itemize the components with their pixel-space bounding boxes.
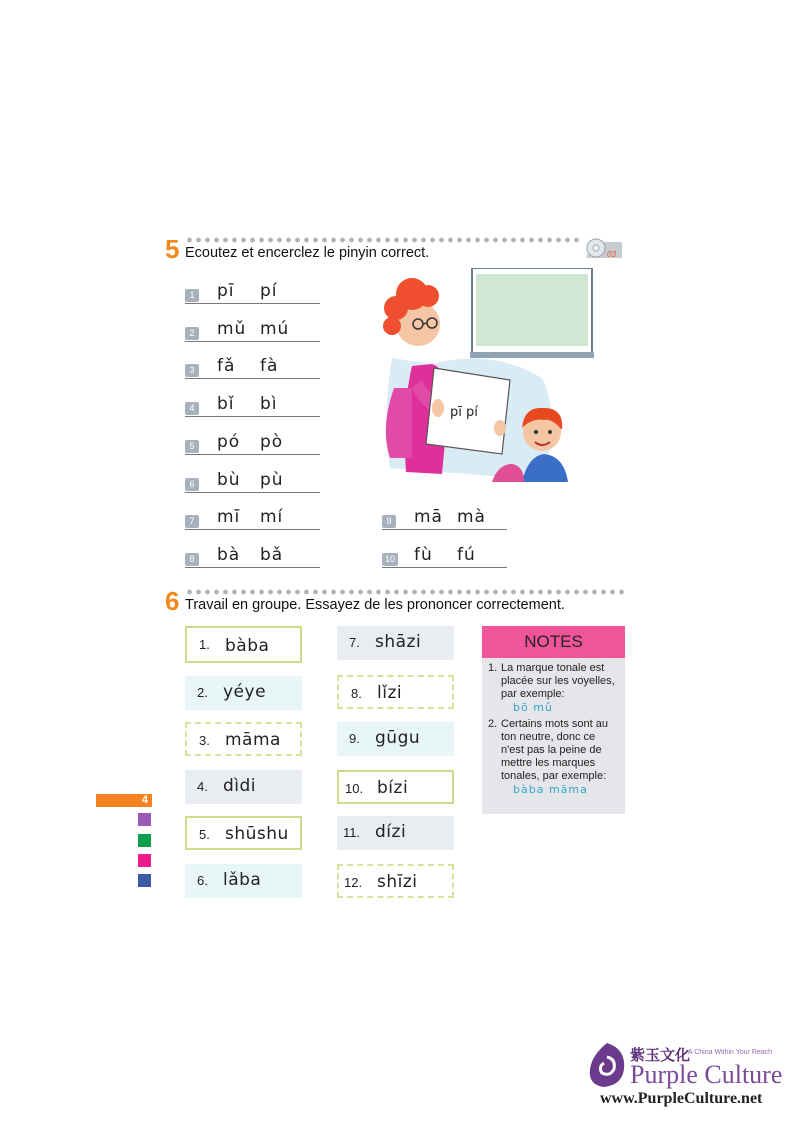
pinyin-word-box — [337, 770, 454, 804]
pinyin-choice-a[interactable]: mǔ — [217, 319, 247, 339]
pinyin-choice-a[interactable]: bù — [217, 470, 241, 490]
pinyin-word-box — [185, 816, 302, 850]
listen-item — [185, 315, 320, 342]
pinyin-choice-a[interactable]: fǎ — [217, 356, 236, 376]
pinyin-choice-b[interactable]: mú — [260, 319, 290, 339]
word-number: 1. — [199, 637, 210, 652]
pinyin-choice-b[interactable]: mà — [457, 507, 486, 527]
pinyin-word: shāzi — [375, 632, 422, 652]
page-number-tab — [96, 794, 152, 807]
note-text: Certains mots sont au ton neutre, donc ce n'est pas la peine de mettre les marques tonales, par exemple: — [501, 718, 608, 782]
pinyin-choice-a[interactable]: fù — [414, 545, 433, 565]
pinyin-word: dízi — [375, 822, 407, 842]
purple-culture-logo-icon — [586, 1041, 628, 1093]
teacher-illustration — [372, 268, 594, 482]
section5-number: 5 — [165, 234, 180, 264]
pinyin-choice-b[interactable]: pù — [260, 470, 284, 490]
word-number: 4. — [197, 779, 208, 794]
watermark-chinese: 紫玉文化 — [630, 1046, 691, 1064]
item-number: 6 — [185, 478, 199, 491]
note-number: 1. — [488, 662, 498, 674]
pinyin-choice-b[interactable]: bǎ — [260, 545, 284, 565]
pinyin-word: gūgu — [375, 728, 421, 748]
notes-body — [488, 662, 620, 800]
note-item — [488, 718, 620, 796]
item-number: 1 — [185, 289, 199, 302]
listen-item — [382, 541, 507, 568]
item-number: 5 — [185, 440, 199, 453]
pinyin-word: lǎba — [223, 870, 262, 890]
item-number: 2 — [185, 327, 199, 340]
pinyin-choice-b[interactable]: mí — [260, 507, 284, 527]
listen-item — [185, 428, 320, 455]
pinyin-choice-a[interactable]: mī — [217, 507, 241, 527]
pinyin-word-box — [337, 675, 454, 709]
word-number: 12. — [344, 875, 363, 890]
watermark-tagline: A China Within Your Reach — [688, 1049, 773, 1056]
listen-item — [185, 352, 320, 379]
pinyin-word-box — [185, 626, 302, 663]
pinyin-choice-a[interactable]: bà — [217, 545, 241, 565]
word-number: 5. — [199, 827, 210, 842]
note-example: bō mǔ — [513, 701, 553, 714]
word-number: 7. — [349, 635, 360, 650]
side-color-square — [138, 874, 151, 887]
track-number: 03 — [607, 250, 616, 259]
flashcard-text: pī pí — [450, 405, 478, 420]
item-number: 3 — [185, 364, 199, 377]
listen-item — [185, 390, 320, 417]
pinyin-word-box — [337, 722, 454, 756]
note-example: bàba māma — [513, 783, 588, 796]
word-number: 8. — [351, 686, 362, 701]
pinyin-choice-a[interactable]: mā — [414, 507, 443, 527]
pinyin-choice-a[interactable]: pī — [217, 281, 235, 301]
pinyin-word-box — [337, 864, 454, 898]
word-number: 3. — [199, 733, 210, 748]
side-color-square — [138, 834, 151, 847]
word-number: 10. — [345, 781, 364, 796]
listen-item — [185, 503, 320, 530]
listen-item — [185, 541, 320, 568]
watermark-url: www.PurpleCulture.net — [600, 1090, 763, 1107]
pinyin-choice-b[interactable]: fú — [457, 545, 476, 565]
item-number: 4 — [185, 402, 199, 415]
side-color-square — [138, 854, 151, 867]
pinyin-word-box — [337, 626, 454, 660]
pinyin-word: māma — [225, 730, 281, 750]
section6-title: Travail en groupe. Essayez de les prononcer correctement. — [185, 597, 565, 613]
notes-panel — [482, 626, 625, 814]
listen-item — [185, 277, 320, 304]
page-number: 4 — [141, 794, 148, 806]
notes-heading: NOTES — [482, 626, 625, 658]
pinyin-choice-b[interactable]: fà — [260, 356, 279, 376]
pinyin-choice-b[interactable]: pò — [260, 432, 284, 452]
word-number: 9. — [349, 731, 360, 746]
section5-dotted-rule — [185, 237, 580, 243]
item-number: 7 — [185, 515, 199, 528]
listen-item — [382, 503, 507, 530]
pinyin-word: lǐzi — [377, 683, 403, 703]
word-number: 11. — [343, 825, 361, 840]
pinyin-word-box — [185, 770, 302, 804]
section6-number: 6 — [165, 586, 180, 616]
pinyin-choice-b[interactable]: pí — [260, 281, 278, 301]
pinyin-word: dìdi — [223, 776, 257, 796]
note-item — [488, 662, 620, 714]
side-color-square — [138, 813, 151, 826]
item-number: 9 — [382, 515, 396, 528]
audio-cd-icon[interactable] — [582, 236, 626, 260]
pinyin-word-box — [337, 816, 454, 850]
item-number: 8 — [185, 553, 199, 566]
section6-dotted-rule — [185, 589, 625, 595]
pinyin-word: bízi — [377, 778, 409, 798]
pinyin-word-box — [185, 676, 302, 710]
item-number: 10 — [382, 553, 398, 566]
watermark-name: Purple Culture — [630, 1060, 783, 1089]
listen-item — [185, 466, 320, 493]
note-number: 2. — [488, 718, 498, 730]
note-text: La marque tonale est placée sur les voyelles, par exemple: — [501, 662, 615, 700]
pinyin-word: shīzi — [377, 872, 418, 892]
pinyin-word: bàba — [225, 636, 270, 656]
pinyin-choice-b[interactable]: bì — [260, 394, 278, 414]
word-number: 2. — [197, 685, 208, 700]
pinyin-word: yéye — [223, 682, 267, 702]
section5-title: Ecoutez et encerclez le pinyin correct. — [185, 245, 430, 261]
pinyin-choice-a[interactable]: pó — [217, 432, 241, 452]
word-number: 6. — [197, 873, 208, 888]
pinyin-choice-a[interactable]: bǐ — [217, 394, 235, 414]
pinyin-word-box — [185, 722, 302, 756]
pinyin-word: shūshu — [225, 824, 289, 844]
pinyin-word-box — [185, 864, 302, 898]
